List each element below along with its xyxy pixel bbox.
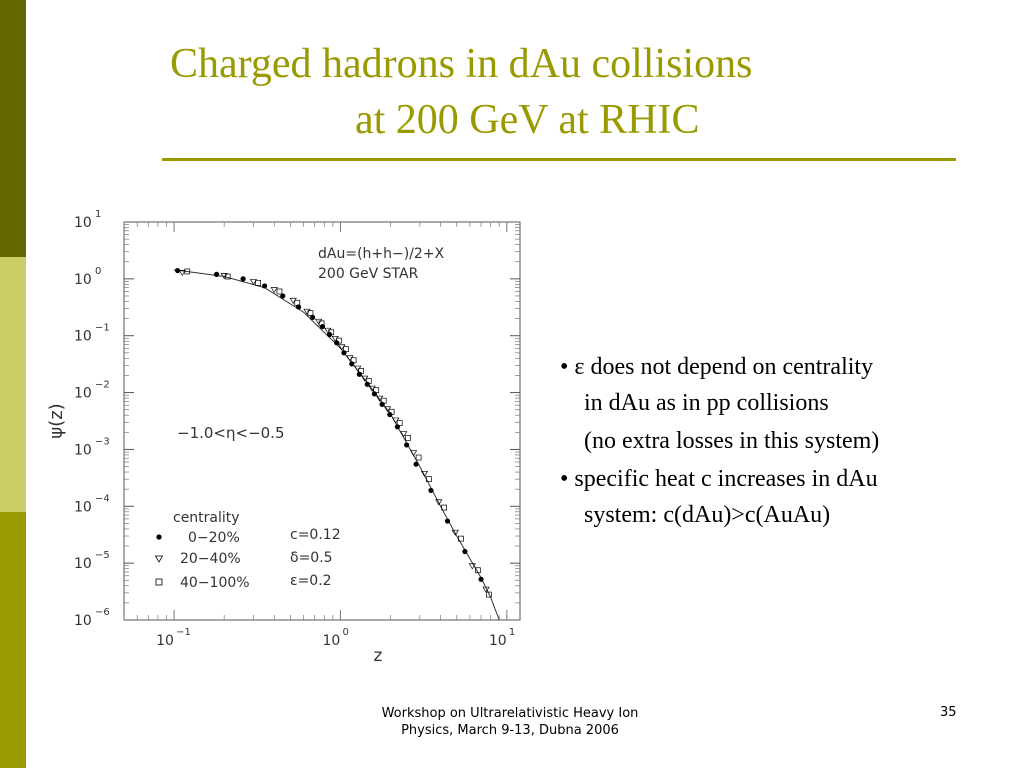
data-point-filled-circle — [372, 391, 377, 396]
chart-svg — [40, 195, 530, 670]
data-point-filled-circle — [428, 488, 433, 493]
legend-title: centrality — [173, 510, 240, 526]
y-tick-label: 10 — [74, 442, 92, 459]
param-epsilon: ε=0.2 — [290, 573, 332, 589]
sidebar-band-light — [0, 257, 26, 512]
footer-line-2: Physics, March 9-13, Dubna 2006 — [401, 723, 619, 738]
data-point-filled-circle — [357, 372, 362, 377]
data-point-filled-circle — [214, 272, 219, 277]
bullet-1-note: (no extra losses in this system) — [584, 428, 880, 454]
legend-label-20-40: 20−40% — [180, 551, 241, 567]
param-delta: δ=0.5 — [290, 550, 333, 566]
y-tick-exponent: −5 — [95, 550, 110, 562]
annotation-eta-range: −1.0<η<−0.5 — [177, 424, 285, 442]
x-tick-label: 10 — [488, 633, 507, 649]
y-tick-exponent: 0 — [95, 265, 102, 277]
y-tick-label: 10 — [74, 499, 92, 516]
legend-marker-filled-circle — [156, 534, 161, 539]
x-tick-exponent: −1 — [176, 627, 191, 638]
bullet-1-cont: in dAu as in pp collisions — [584, 390, 829, 416]
y-tick-label: 10 — [74, 328, 92, 345]
param-c: c=0.12 — [290, 527, 341, 543]
y-tick-label: 10 — [74, 613, 92, 629]
title-underline — [162, 158, 956, 161]
data-point-open-square — [277, 289, 282, 294]
x-tick-label: 10 — [156, 633, 174, 649]
sidebar-band-dark — [0, 0, 26, 257]
footer-line-1: Workshop on Ultrarelativistic Heavy Ion — [381, 706, 639, 721]
bullet-2-cont: system: c(dAu)>c(AuAu) — [584, 502, 831, 528]
x-tick-exponent: 1 — [508, 627, 516, 638]
data-point-filled-circle — [380, 402, 385, 407]
y-axis-label: ψ(z) — [46, 403, 67, 439]
data-point-open-square — [406, 435, 411, 440]
data-point-filled-circle — [262, 283, 267, 288]
y-tick-exponent: 1 — [95, 209, 102, 220]
page-number: 35 — [940, 705, 957, 720]
data-point-filled-circle — [241, 276, 246, 281]
data-point-filled-circle — [404, 442, 409, 447]
y-tick-exponent: −1 — [95, 322, 110, 334]
data-point-filled-circle — [445, 518, 450, 523]
y-tick-exponent: −3 — [95, 436, 110, 448]
bullet-list — [560, 348, 1010, 534]
legend-marker-open-triangle — [156, 556, 163, 562]
data-point-open-square — [416, 455, 421, 460]
bullet-2: • specific heat c increases in dAu — [560, 466, 878, 492]
data-point-open-triangle — [271, 287, 277, 292]
data-point-filled-circle — [414, 462, 419, 467]
bullet-1: • ε does not depend on centrality — [560, 354, 874, 380]
x-tick-label: 10 — [322, 633, 341, 649]
legend-label-40-100: 40−100% — [180, 575, 250, 591]
data-point-filled-circle — [349, 361, 354, 366]
legend-marker-open-square — [156, 579, 162, 585]
y-tick-label: 10 — [74, 271, 92, 288]
y-tick-exponent: −4 — [95, 493, 110, 505]
data-point-filled-circle — [341, 350, 346, 355]
title-line-1: Charged hadrons in dAu collisions — [170, 41, 753, 87]
data-point-open-square — [256, 280, 261, 285]
y-tick-label: 10 — [74, 215, 92, 231]
y-tick-exponent: −6 — [95, 607, 110, 618]
x-tick-exponent: 0 — [342, 627, 349, 638]
legend-label-0-20: 0−20% — [188, 530, 240, 546]
y-tick-exponent: −2 — [95, 379, 110, 391]
footer — [360, 705, 660, 739]
annotation-energy: 200 GeV STAR — [318, 266, 419, 282]
annotation-reaction: dAu=(h+h−)/2+X — [318, 246, 445, 262]
chart — [40, 195, 530, 670]
data-point-filled-circle — [478, 577, 483, 582]
data-point-open-triangle — [316, 319, 322, 324]
data-point-filled-circle — [462, 549, 467, 554]
y-tick-label: 10 — [74, 385, 92, 402]
sidebar-band-mid — [0, 512, 26, 768]
fit-curve-group — [174, 270, 499, 620]
x-axis-label: z — [373, 646, 383, 666]
fit-curve — [174, 270, 499, 620]
title-line-2: at 200 GeV at RHIC — [355, 97, 700, 143]
data-point-open-triangle — [290, 298, 296, 303]
y-tick-label: 10 — [74, 556, 92, 573]
